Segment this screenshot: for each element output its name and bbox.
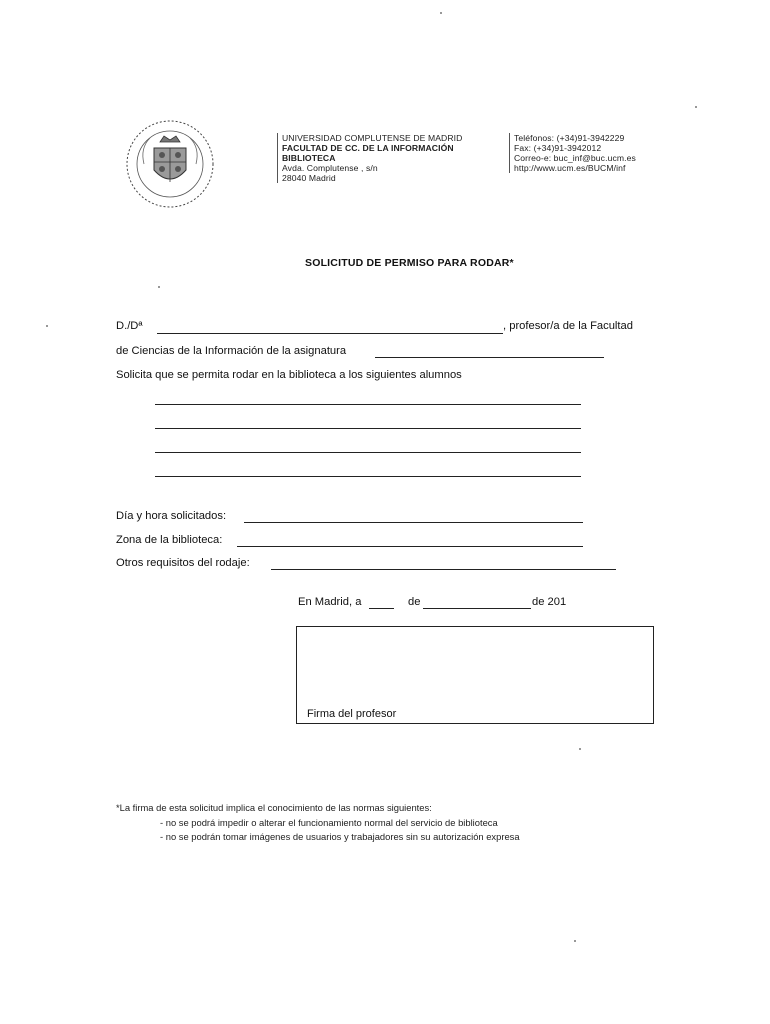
student-field[interactable] [155, 404, 581, 405]
form-title: SOLICITUD DE PERMISO PARA RODAR* [305, 257, 514, 269]
contact-website: http://www.ucm.es/BUCM/inf [514, 163, 626, 173]
footnote-rule: - no se podrá impedir o alterar el funcionamiento normal del servicio de biblioteca [160, 817, 498, 828]
place-year: de 201 [532, 596, 567, 608]
contact-email: Correo-e: buc_inf@buc.ucm.es [514, 153, 636, 163]
student-field[interactable] [155, 452, 581, 453]
subject-field[interactable] [375, 357, 604, 358]
date-time-label: Día y hora solicitados: [116, 510, 227, 522]
applicant-suffix: , profesor/a de la Facultad [503, 320, 633, 332]
contact-fax: Fax: (+34)91-3942012 [514, 143, 602, 153]
zone-label: Zona de la biblioteca: [116, 534, 223, 546]
applicant-prefix: D./Dª [116, 320, 143, 332]
other-requirements-field[interactable] [271, 569, 616, 570]
institution-line: FACULTAD DE CC. DE LA INFORMACIÓN [282, 143, 454, 153]
students-label: Solicita que se permita rodar en la biblioteca a los siguientes alumnos [116, 369, 462, 381]
student-field[interactable] [155, 476, 581, 477]
institution-line: UNIVERSIDAD COMPLUTENSE DE MADRID [282, 133, 463, 143]
institution-line: 28040 Madrid [282, 173, 336, 183]
scan-speck [158, 286, 160, 288]
scan-speck [574, 940, 576, 942]
institution-address [277, 133, 462, 183]
scan-speck [46, 325, 48, 327]
signature-label: Firma del profesor [307, 708, 397, 720]
student-field[interactable] [155, 428, 581, 429]
scan-speck [440, 12, 442, 14]
scan-speck [579, 748, 581, 750]
date-time-field[interactable] [244, 522, 583, 523]
contact-phone: Teléfonos: (+34)91-3942229 [514, 133, 625, 143]
signature-box[interactable] [296, 626, 654, 724]
contact-info [509, 133, 636, 173]
footnote-intro: *La firma de esta solicitud implica el conocimiento de las normas siguientes: [116, 802, 432, 813]
zone-field[interactable] [237, 546, 583, 547]
scan-speck [695, 106, 697, 108]
place-city: En Madrid, a [298, 596, 362, 608]
footnote-rule: - no se podrán tomar imágenes de usuarios y trabajadores sin su autorización expresa [160, 831, 520, 842]
day-field[interactable] [369, 608, 394, 609]
subject-label: de Ciencias de la Información de la asignatura [116, 345, 347, 357]
institution-line: BIBLIOTECA [282, 153, 336, 163]
university-seal-icon [124, 118, 216, 210]
other-requirements-label: Otros requisitos del rodaje: [116, 557, 250, 569]
applicant-name-field[interactable] [157, 333, 503, 334]
month-field[interactable] [423, 608, 531, 609]
place-de: de [408, 596, 421, 608]
institution-line: Avda. Complutense , s/n [282, 163, 378, 173]
